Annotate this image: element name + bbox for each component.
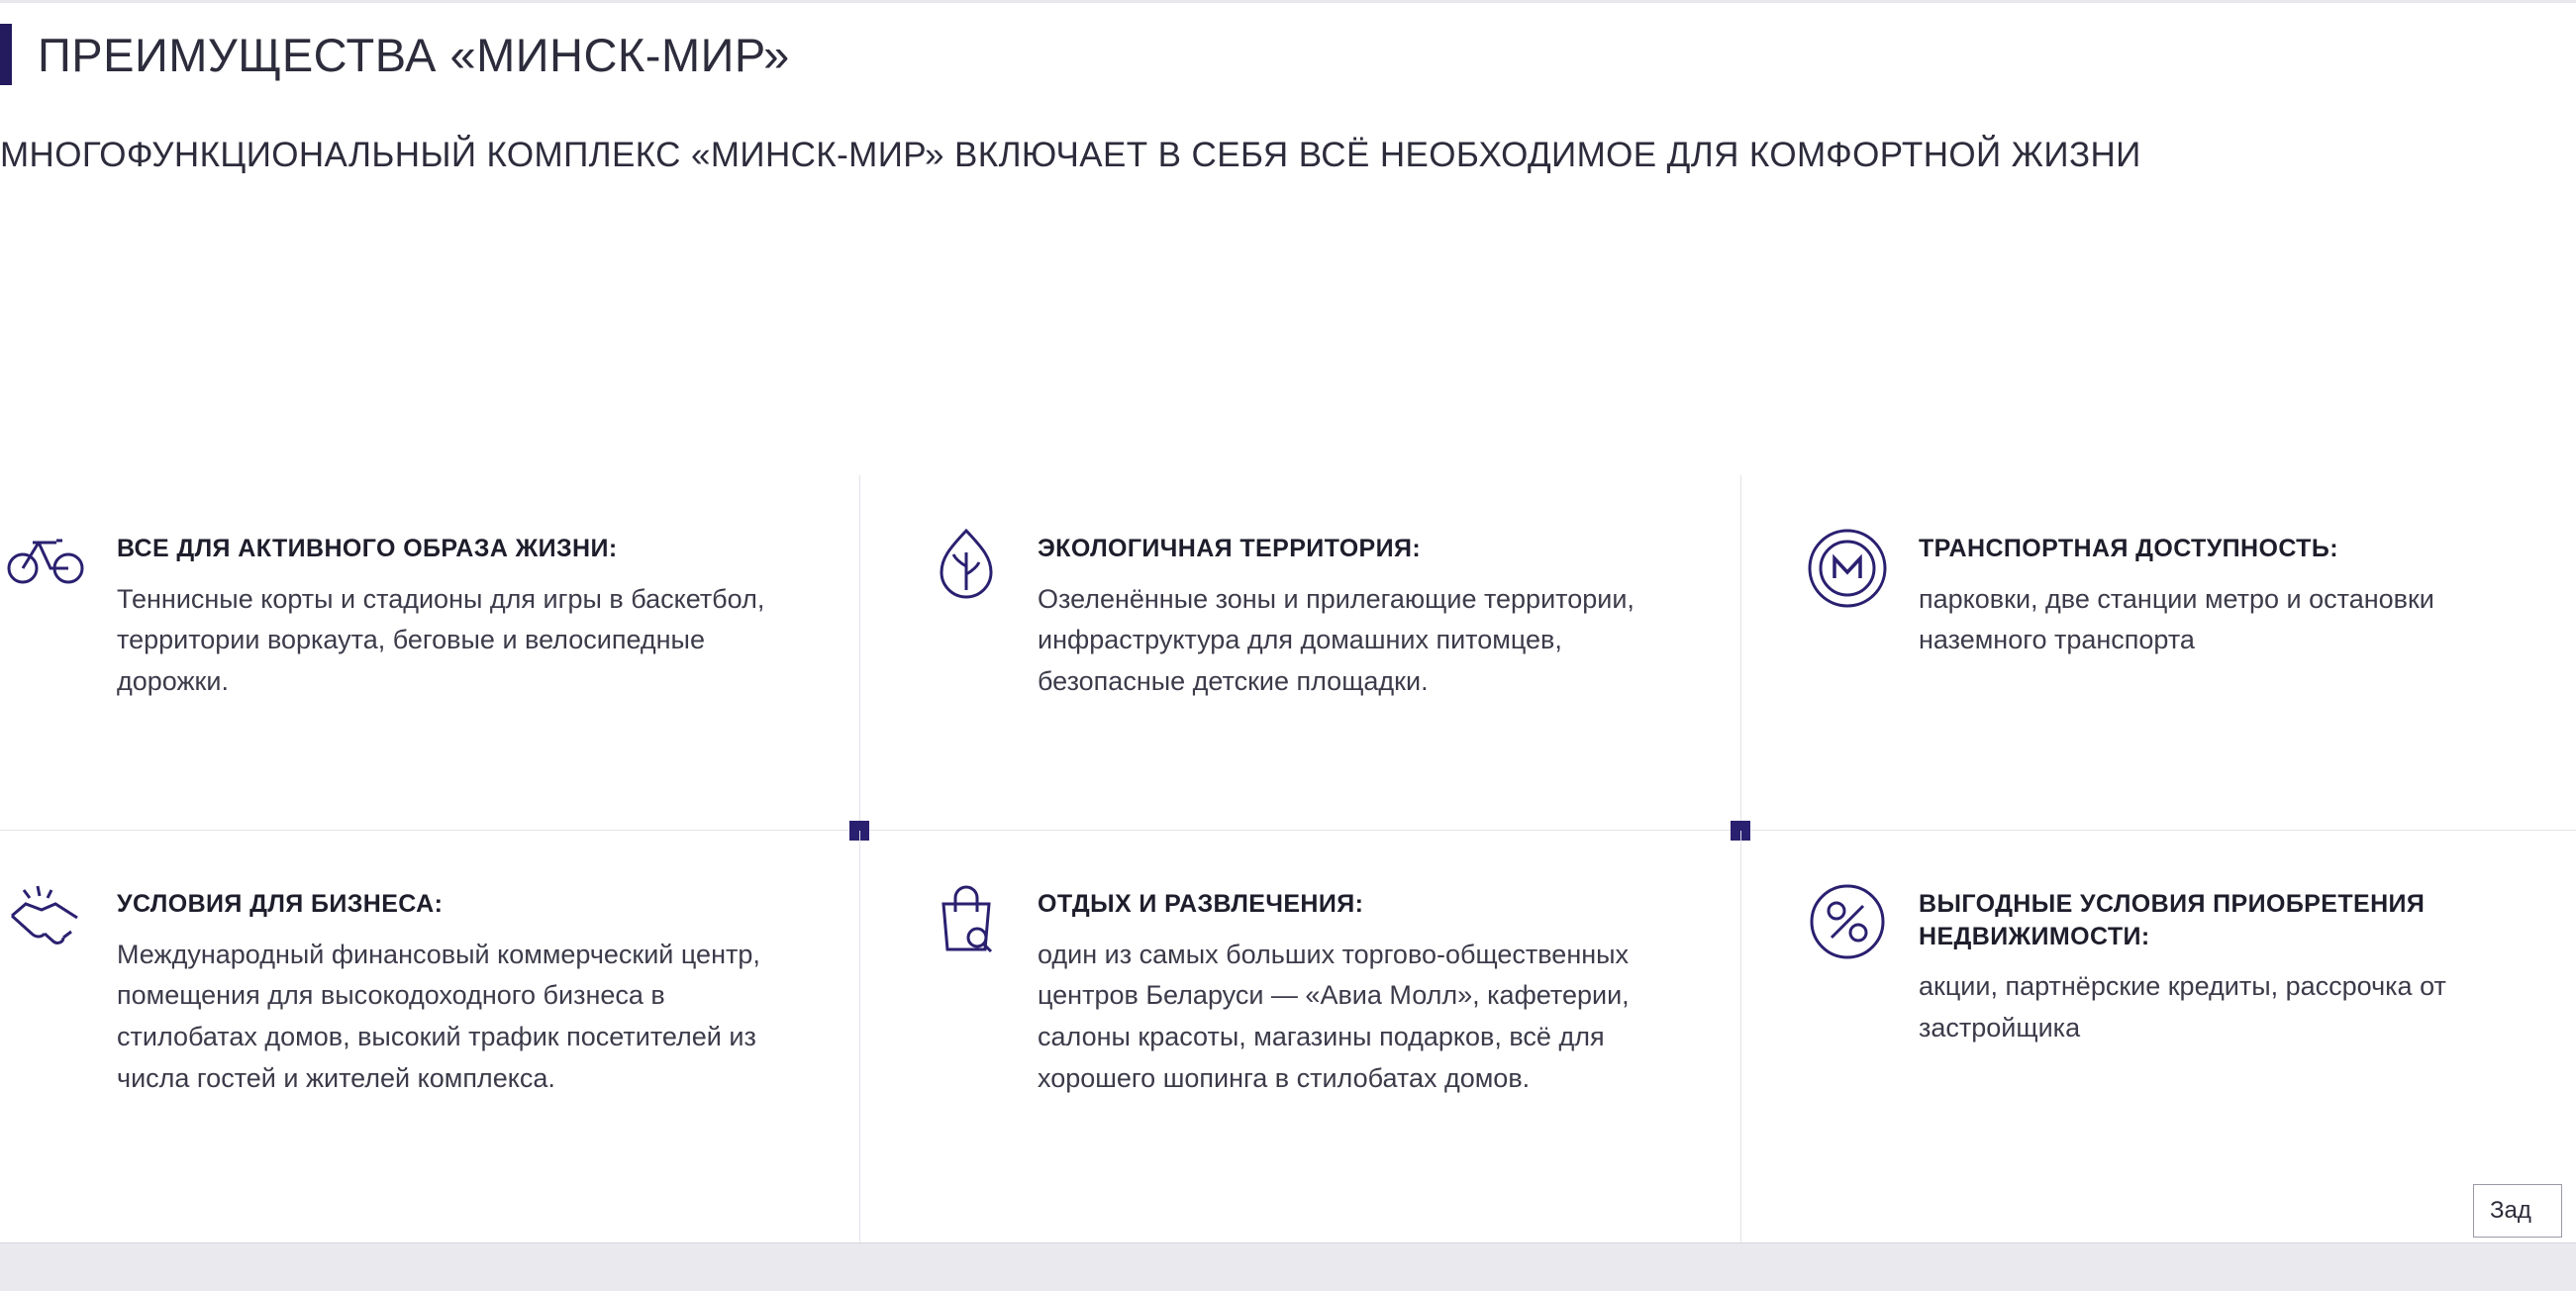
page-title: ПРЕИМУЩЕСТВА «МИНСК-МИР» bbox=[38, 28, 790, 81]
card-text bbox=[1038, 888, 1681, 1100]
page-header bbox=[0, 0, 2576, 181]
card-body: Теннисные корты и стадионы для игры в баскетбол, территории воркаута, беговые и велосипедные дорожки. bbox=[117, 583, 765, 697]
card-text bbox=[1919, 888, 2517, 1100]
card-body: акции, партнёрские кредиты, рассрочка от застройщика bbox=[1919, 971, 2446, 1043]
card-text bbox=[117, 888, 800, 1100]
metro-icon bbox=[1802, 527, 1893, 618]
percent-icon bbox=[1802, 882, 1893, 973]
card-body: Международный финансовый коммерческий центр, помещения для высокодоходного бизнеса в стилобатах домов, высокий трафик посетителей из числа гостей и жителей комплекса. bbox=[117, 939, 760, 1094]
advantages-row-2 bbox=[0, 831, 2576, 1100]
card-title: ВЫГОДНЫЕ УСЛОВИЯ ПРИОБРЕТЕНИЯ НЕДВИЖИМОСТИ: bbox=[1919, 890, 2426, 950]
card-active-lifestyle bbox=[0, 475, 859, 830]
title-accent-bar bbox=[0, 24, 12, 85]
card-body: Озеленённые зоны и прилегающие территории, инфраструктура для домашних питомцев, безопасные детские площадки. bbox=[1038, 583, 1635, 697]
handshake-icon bbox=[0, 882, 91, 973]
card-title: ВСЕ ДЛЯ АКТИВНОГО ОБРАЗА ЖИЗНИ: bbox=[117, 535, 618, 562]
card-title: ОТДЫХ И РАЗВЛЕЧЕНИЯ: bbox=[1038, 890, 1364, 918]
bicycle-icon bbox=[0, 527, 91, 618]
card-title: УСЛОВИЯ ДЛЯ БИЗНЕСА: bbox=[117, 890, 444, 918]
bottom-bar bbox=[0, 1242, 2576, 1291]
page-subtitle: МНОГОФУНКЦИОНАЛЬНЫЙ КОМПЛЕКС «МИНСК-МИР» ВКЛЮЧАЕТ В СЕБЯ ВСЁ НЕОБХОДИМОЕ ДЛЯ КОМФОРТНОЙ ЖИЗНИ bbox=[0, 136, 2141, 174]
card-eco-territory bbox=[859, 475, 1740, 830]
card-title: ЭКОЛОГИЧНАЯ ТЕРРИТОРИЯ: bbox=[1038, 535, 1422, 562]
top-border bbox=[0, 0, 2576, 3]
card-transport bbox=[1740, 475, 2576, 830]
card-text bbox=[1919, 533, 2517, 830]
card-body: один из самых больших торгово-общественных центров Беларуси — «Авиа Молл», кафетерии, салоны красоты, магазины подарков, всё для хорошего шопинга в стилобатах домов. bbox=[1038, 939, 1630, 1094]
title-row bbox=[0, 24, 2576, 85]
advantages-grid bbox=[0, 475, 2576, 1100]
card-business bbox=[0, 831, 859, 1100]
shopping-bag-icon bbox=[921, 882, 1012, 973]
leaf-icon bbox=[921, 527, 1012, 618]
chat-widget-button[interactable]: Зад bbox=[2473, 1184, 2562, 1238]
card-text bbox=[117, 533, 800, 830]
card-leisure bbox=[859, 831, 1740, 1100]
card-purchase-terms bbox=[1740, 831, 2576, 1100]
card-text bbox=[1038, 533, 1681, 830]
card-title: ТРАНСПОРТНАЯ ДОСТУПНОСТЬ: bbox=[1919, 535, 2338, 562]
card-body: парковки, две станции метро и остановки наземного транспорта bbox=[1919, 583, 2434, 655]
advantages-row-1 bbox=[0, 475, 2576, 830]
